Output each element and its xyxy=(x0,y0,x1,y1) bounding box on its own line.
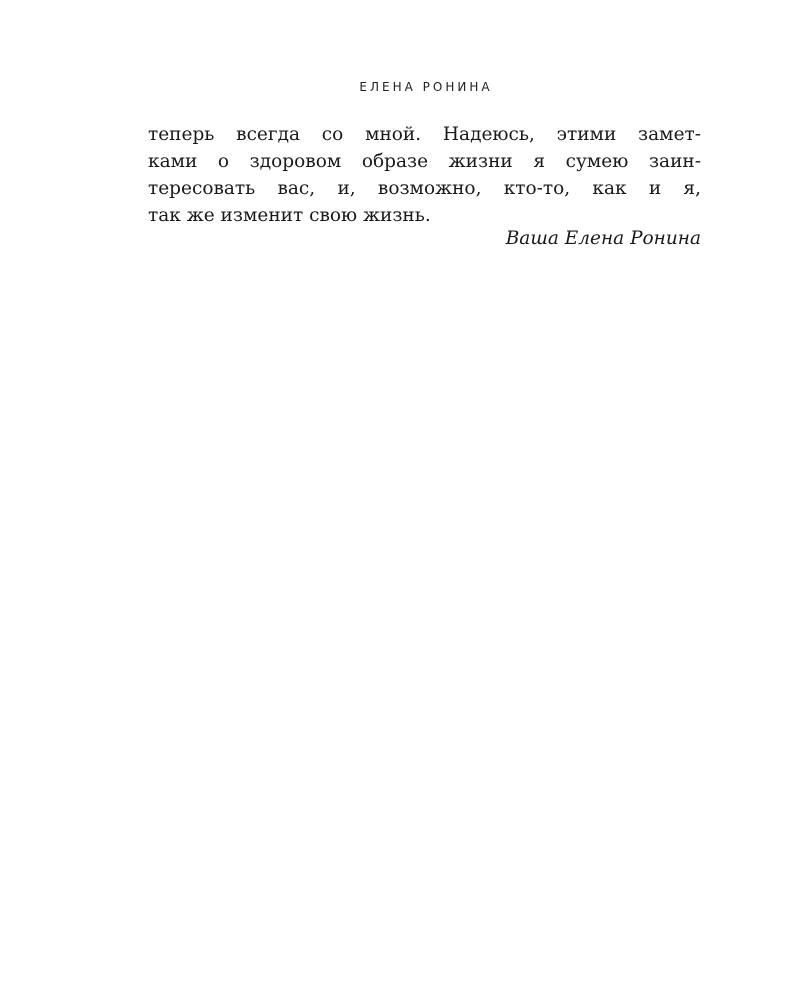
paragraph-line: ками о здоровом образе жизни я сумею заин- xyxy=(148,151,701,172)
body-paragraph xyxy=(148,121,701,229)
paragraph-line: теперь всегда со мной. Надеюсь, этими замет- xyxy=(148,124,701,145)
paragraph-line: тересовать вас, и, возможно, кто-то, как и я, xyxy=(148,178,701,199)
paragraph-line: так же изменит свою жизнь. xyxy=(148,205,431,226)
author-signature: Ваша Елена Ронина xyxy=(505,228,701,249)
running-head: ЕЛЕНА РОНИНА xyxy=(359,80,493,94)
